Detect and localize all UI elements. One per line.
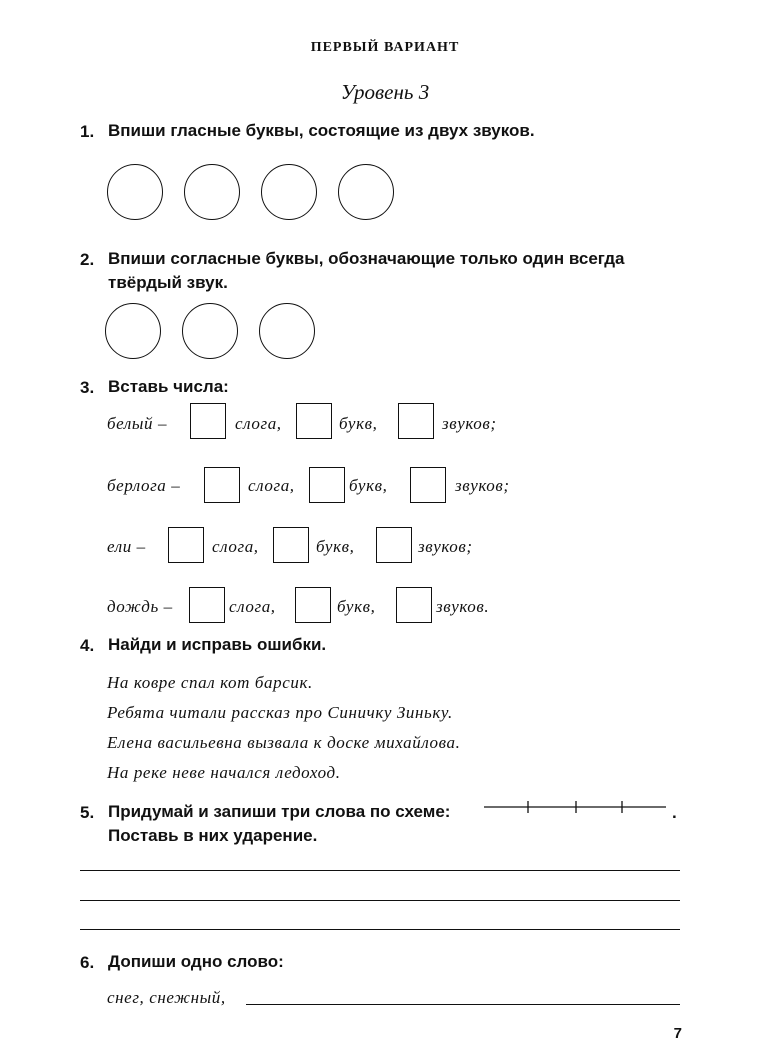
task-2-text-line-1: Впиши согласные буквы, обозначающие только один всегда	[108, 249, 625, 268]
task-2-number: 2.	[80, 250, 95, 269]
word-label: белый –	[107, 414, 168, 433]
task-5-number: 5.	[80, 803, 95, 822]
task-4-text: Найди и исправь ошибки.	[108, 635, 327, 654]
task-2-text-line-2: твёрдый звук.	[108, 273, 228, 292]
task-5-text-line-2: Поставь в них ударение.	[108, 826, 318, 845]
task-6-number: 6.	[80, 953, 95, 972]
sentence: Елена васильевна вызвала к доске михайлова.	[107, 733, 461, 752]
word-label: берлога –	[107, 476, 181, 495]
word-label: дождь –	[107, 597, 173, 616]
number-box[interactable]	[189, 587, 225, 623]
sounds-label: звуков;	[442, 414, 497, 433]
answer-circle[interactable]	[182, 303, 238, 359]
scheme-period: .	[672, 803, 677, 822]
page-number: 7	[673, 1025, 682, 1042]
number-box[interactable]	[376, 527, 412, 563]
task-1-number: 1.	[80, 122, 95, 141]
syllables-label: слога,	[235, 414, 282, 433]
syllables-label: слога,	[229, 597, 276, 616]
number-box[interactable]	[204, 467, 240, 503]
number-box[interactable]	[168, 527, 204, 563]
task-5-text-line-1: Придумай и запиши три слова по схеме:	[108, 802, 451, 821]
word-label: ели –	[107, 537, 146, 556]
task-1-text: Впиши гласные буквы, состоящие из двух звуков.	[108, 121, 535, 140]
task-4-number: 4.	[80, 636, 95, 655]
task-2-text	[108, 247, 624, 295]
number-box[interactable]	[398, 403, 434, 439]
word-scheme-diagram	[482, 798, 672, 818]
letters-label: букв,	[316, 537, 355, 556]
answer-line[interactable]	[80, 929, 680, 930]
answer-line[interactable]	[246, 1004, 680, 1005]
syllables-label: слога,	[212, 537, 259, 556]
task-3-number: 3.	[80, 378, 95, 397]
answer-circle[interactable]	[338, 164, 394, 220]
task-6-text: Допиши одно слово:	[108, 952, 284, 971]
answer-circle[interactable]	[184, 164, 240, 220]
number-box[interactable]	[309, 467, 345, 503]
number-box[interactable]	[396, 587, 432, 623]
answer-circle[interactable]	[259, 303, 315, 359]
sentence: На ковре спал кот барсик.	[107, 673, 313, 692]
sounds-label: звуков;	[418, 537, 473, 556]
sentence: Ребята читали рассказ про Синичку Зиньку.	[107, 703, 453, 722]
number-box[interactable]	[410, 467, 446, 503]
task-5-text	[108, 800, 450, 848]
answer-circle[interactable]	[105, 303, 161, 359]
word-prompt: снег, снежный,	[107, 988, 226, 1007]
level-heading: Уровень 3	[340, 80, 430, 104]
task-3-text: Вставь числа:	[108, 377, 229, 396]
variant-heading: ПЕРВЫЙ ВАРИАНТ	[310, 40, 460, 55]
answer-line[interactable]	[80, 900, 680, 901]
sentence: На реке неве начался ледоход.	[107, 763, 341, 782]
letters-label: букв,	[339, 414, 378, 433]
syllables-label: слога,	[248, 476, 295, 495]
answer-circle[interactable]	[107, 164, 163, 220]
number-box[interactable]	[295, 587, 331, 623]
letters-label: букв,	[337, 597, 376, 616]
number-box[interactable]	[296, 403, 332, 439]
answer-circle[interactable]	[261, 164, 317, 220]
number-box[interactable]	[273, 527, 309, 563]
number-box[interactable]	[190, 403, 226, 439]
sounds-label: звуков.	[436, 597, 490, 616]
answer-line[interactable]	[80, 870, 680, 871]
sounds-label: звуков;	[455, 476, 510, 495]
letters-label: букв,	[349, 476, 388, 495]
